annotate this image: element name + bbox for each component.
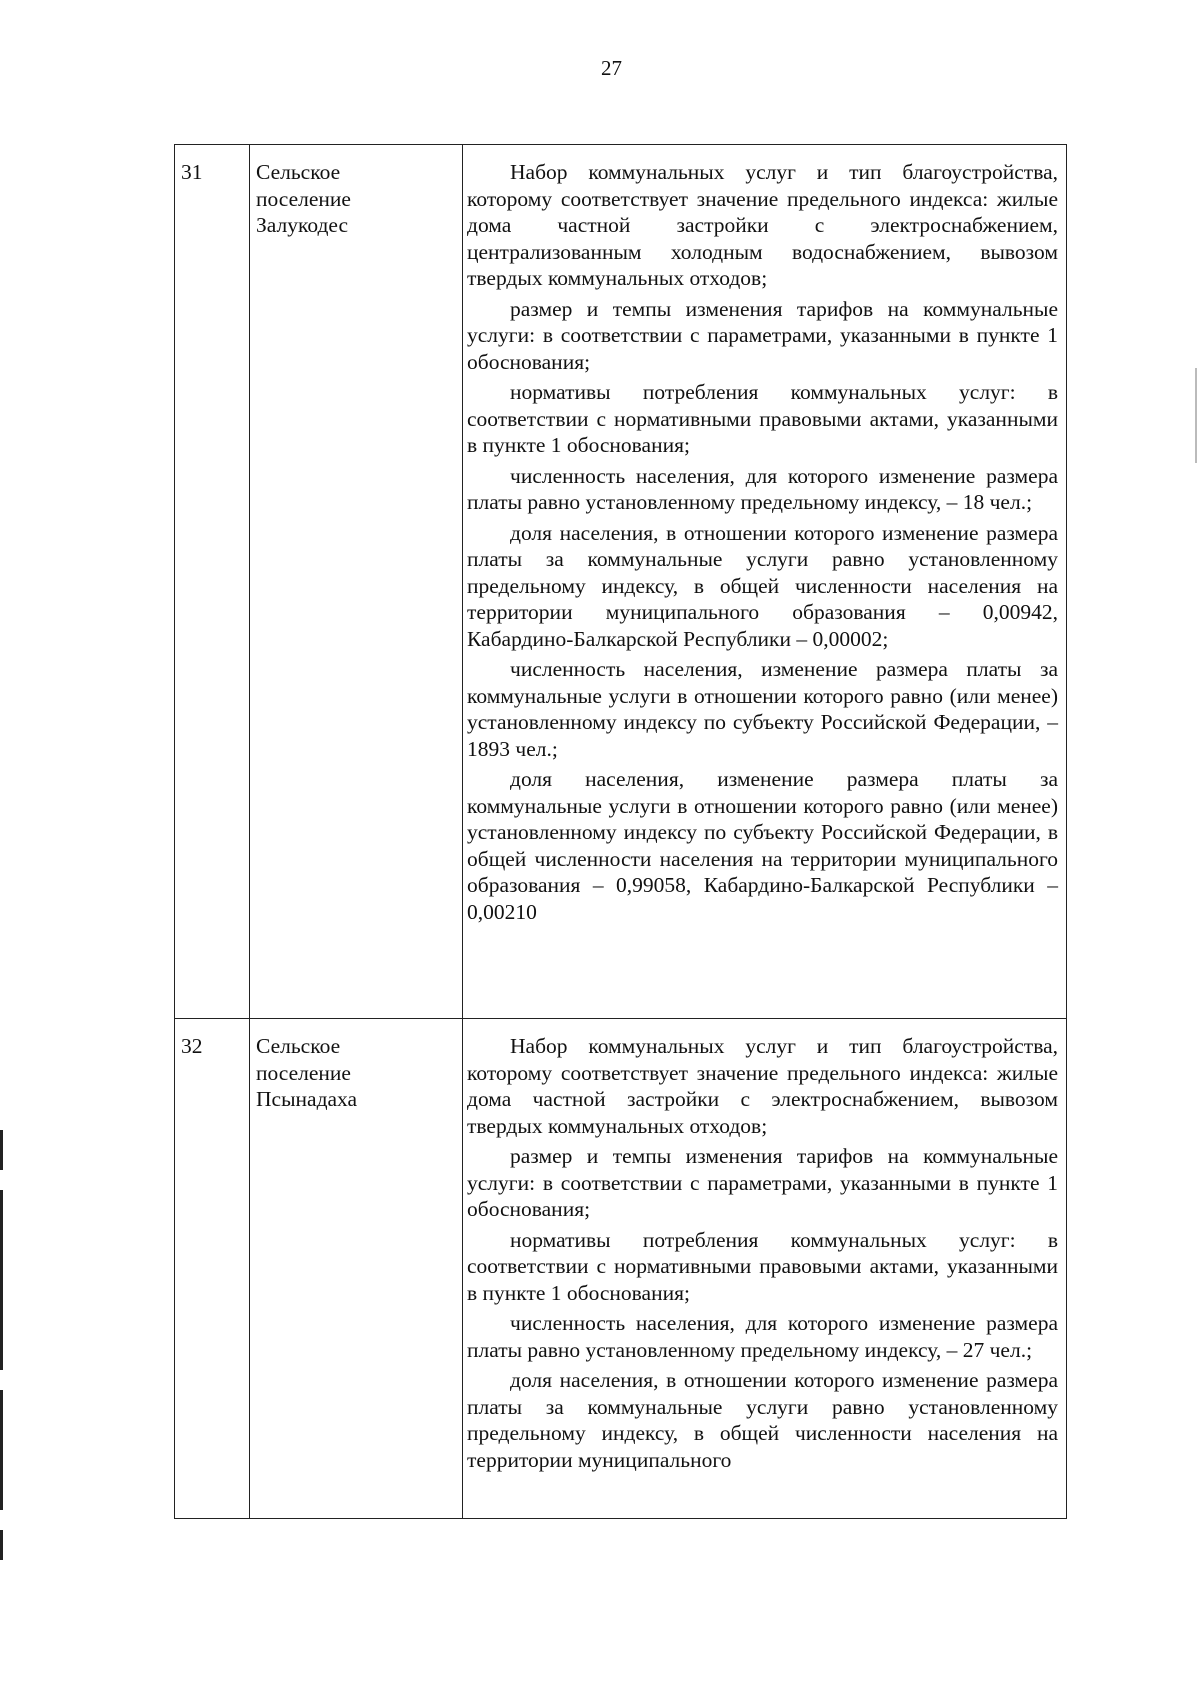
settlement-name [250, 145, 463, 1019]
description-paragraph: численность населения, изменение размера платы за коммунальные услуги в отношении которого равно (или менее) установленному индексу по субъекту Российской Федерации, – 1893 чел.; [467, 657, 1058, 761]
scan-edge-mark [1195, 368, 1197, 463]
description-paragraph: численность населения, для которого изменение размера платы равно установленному предельному индексу, – 27 чел.; [467, 1311, 1058, 1362]
description-paragraph: Набор коммунальных услуг и тип благоустройства, которому соответствует значение предельного индекса: жилые дома частной застройки с электроснабжением, централизованным холодным водоснабжением, вывозом твердых коммунальных отходов; [467, 160, 1058, 290]
description-paragraph: размер и темпы изменения тарифов на коммунальные услуги: в соответствии с параметрами, указанными в пункте 1 обоснования; [467, 1144, 1058, 1221]
description-paragraph: размер и темпы изменения тарифов на коммунальные услуги: в соответствии с параметрами, указанными в пункте 1 обоснования; [467, 296, 1058, 374]
description-paragraph: нормативы потребления коммунальных услуг: в соответствии с нормативными правовыми актами, указанными в пункте 1 обоснования; [467, 380, 1058, 457]
settlement-name-line: Залукодес [256, 213, 349, 237]
description-paragraph: доля населения, в отношении которого изменение размера платы за коммунальные услуги равно установленному предельному индексу, в общей численности населения на территории муниципального образования – 0,00942, Кабардино-Балкарской Республики – 0,00002; [467, 520, 1058, 651]
table-row [175, 1019, 1067, 1519]
page-number: 27 [601, 56, 622, 80]
description-paragraph: доля населения, изменение размера платы за коммунальные услуги в отношении которого равно (или менее) установленному индексу по субъекту Российской Федерации, в общей численности населения на территории муниципального образования – 0,99058, Кабардино-Балкарской Республики – 0,00210 [467, 767, 1058, 924]
settlement-name-line: Сельское [256, 160, 341, 184]
settlement-name-line: поселение [256, 1060, 351, 1085]
document-table [174, 144, 1067, 1519]
description-paragraph: численность населения, для которого изменение размера платы равно установленному предельному индексу, – 18 чел.; [467, 463, 1058, 514]
description-cell [463, 145, 1067, 1019]
description-cell [463, 1019, 1067, 1519]
row-number: 31 [175, 145, 250, 1019]
settlement-name [250, 1019, 463, 1519]
settlement-name-line: поселение [256, 186, 351, 211]
table-row [175, 145, 1067, 1019]
description-paragraph: Набор коммунальных услуг и тип благоустройства, которому соответствует значение предельного индекса: жилые дома частной застройки с электроснабжением, вывозом твердых коммунальных отходов; [467, 1034, 1058, 1138]
scan-margin-marks [0, 1130, 3, 1570]
description-paragraph: доля населения, в отношении которого изменение размера платы за коммунальные услуги равно установленному предельному индексу, в общей численности населения на территории муниципального [467, 1368, 1058, 1472]
settlement-name-line: Сельское [256, 1034, 341, 1058]
settlement-name-line: Псынадаха [256, 1087, 358, 1111]
description-paragraph: нормативы потребления коммунальных услуг: в соответствии с нормативными правовыми актами, указанными в пункте 1 обоснования; [467, 1227, 1058, 1305]
row-number: 32 [175, 1019, 250, 1519]
